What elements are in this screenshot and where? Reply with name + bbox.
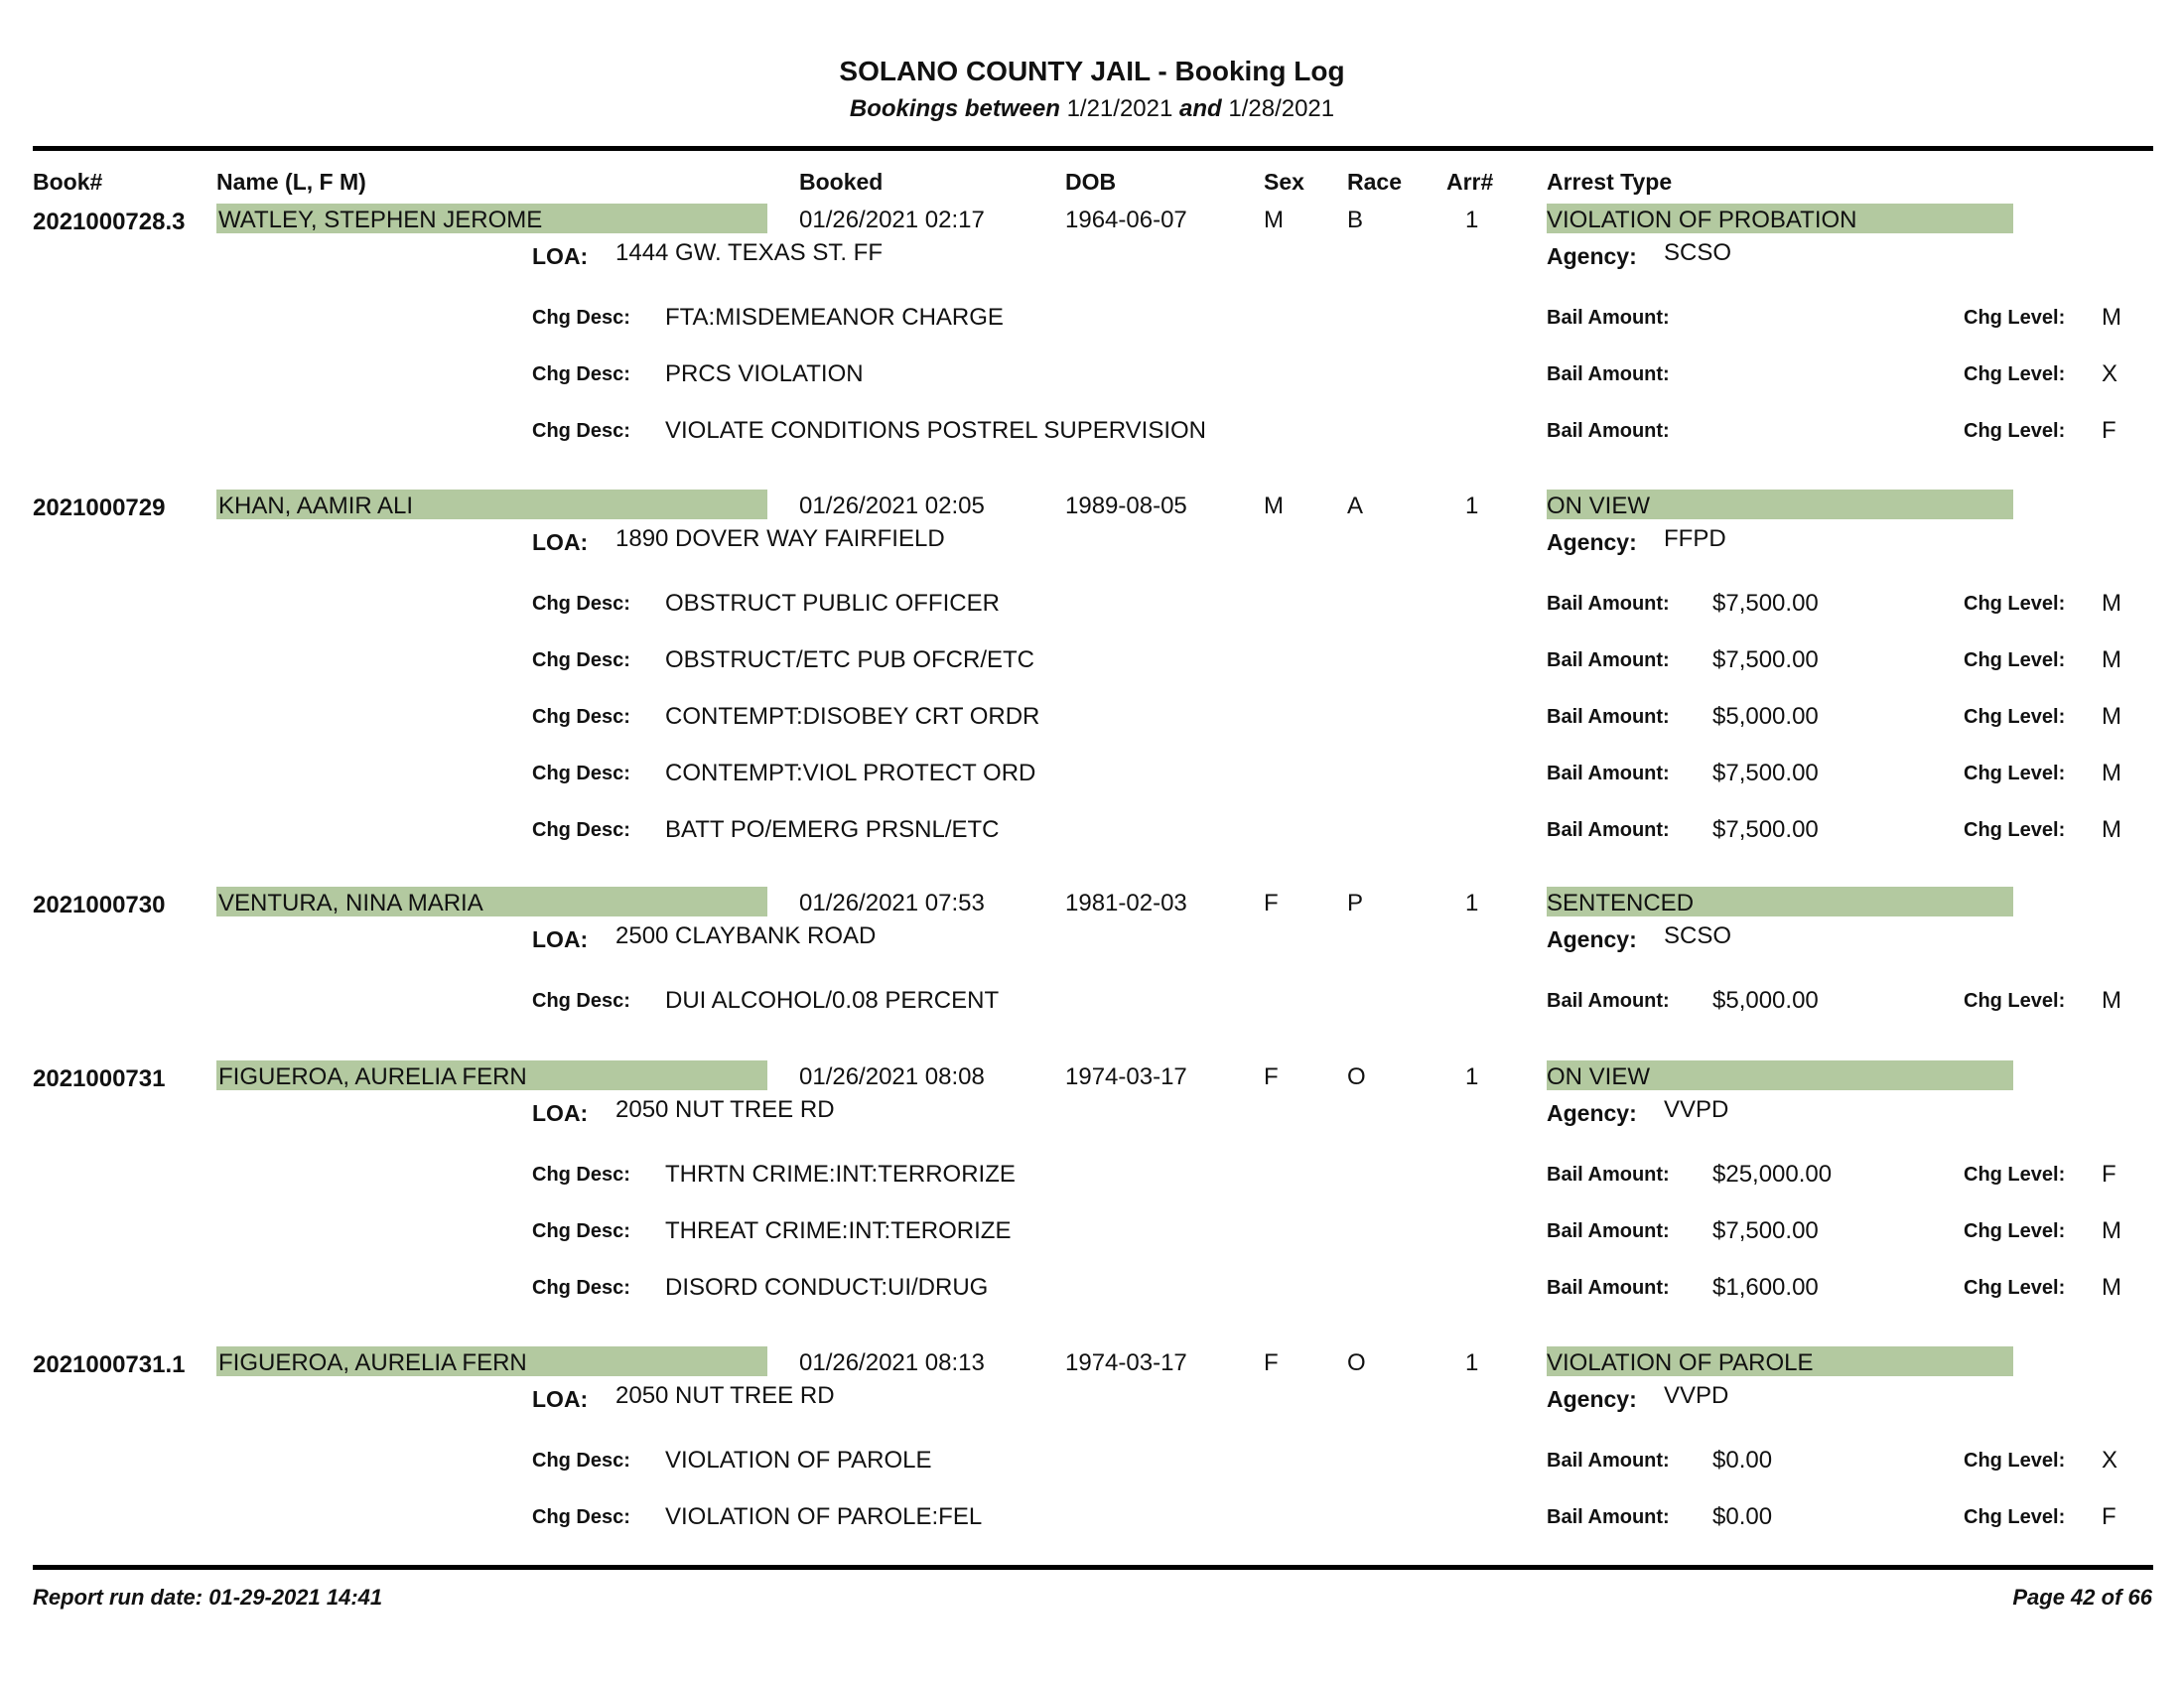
bail-amount: $1,600.00 bbox=[1712, 1274, 1819, 1301]
col-race: Race bbox=[1347, 169, 1402, 195]
report-run-date: Report run date: 01-29-2021 14:41 bbox=[33, 1585, 383, 1610]
arrest-count: 1 bbox=[1465, 1349, 1479, 1376]
chg-desc-label: Chg Desc: bbox=[532, 1220, 630, 1242]
arrest-count: 1 bbox=[1465, 1063, 1479, 1090]
chg-level-label: Chg Level: bbox=[1964, 763, 2066, 784]
bail-amount-label: Bail Amount: bbox=[1547, 706, 1670, 728]
charge-description: VIOLATION OF PAROLE:FEL bbox=[665, 1503, 983, 1530]
charge-level: M bbox=[2102, 590, 2121, 617]
col-booked: Booked bbox=[799, 169, 884, 195]
chg-desc-label: Chg Desc: bbox=[532, 420, 630, 442]
charge-description: CONTEMPT:VIOL PROTECT ORD bbox=[665, 760, 1036, 786]
bail-amount: $25,000.00 bbox=[1712, 1161, 1833, 1188]
dob: 1974-03-17 bbox=[1065, 1349, 1187, 1376]
bail-amount: $7,500.00 bbox=[1712, 816, 1819, 843]
inmate-name: VENTURA, NINA MARIA bbox=[216, 887, 767, 916]
agency-value: VVPD bbox=[1664, 1096, 1729, 1123]
col-dob: DOB bbox=[1065, 169, 1117, 195]
bail-amount-label: Bail Amount: bbox=[1547, 1220, 1670, 1242]
bail-amount-label: Bail Amount: bbox=[1547, 363, 1670, 385]
book-number: 2021000731 bbox=[33, 1065, 166, 1092]
loa-label: LOA: bbox=[532, 1386, 589, 1412]
agency-label: Agency: bbox=[1547, 926, 1637, 952]
charge-description: THRTN CRIME:INT:TERRORIZE bbox=[665, 1161, 1016, 1188]
dob: 1974-03-17 bbox=[1065, 1063, 1187, 1090]
loa-label: LOA: bbox=[532, 243, 589, 269]
chg-level-label: Chg Level: bbox=[1964, 706, 2066, 728]
charge-description: FTA:MISDEMEANOR CHARGE bbox=[665, 304, 1004, 331]
charge-level: M bbox=[2102, 760, 2121, 786]
bail-amount-label: Bail Amount: bbox=[1547, 593, 1670, 615]
book-number: 2021000728.3 bbox=[33, 209, 186, 235]
booked-datetime: 01/26/2021 02:05 bbox=[799, 492, 985, 519]
bail-amount-label: Bail Amount: bbox=[1547, 307, 1670, 329]
arrest-type: VIOLATION OF PAROLE bbox=[1547, 1346, 2013, 1376]
charge-description: PRCS VIOLATION bbox=[665, 360, 864, 387]
sex: F bbox=[1264, 1349, 1279, 1376]
booked-datetime: 01/26/2021 02:17 bbox=[799, 207, 985, 233]
sex: F bbox=[1264, 890, 1279, 916]
charge-description: THREAT CRIME:INT:TERORIZE bbox=[665, 1217, 1012, 1244]
race: O bbox=[1347, 1349, 1366, 1376]
book-number: 2021000731.1 bbox=[33, 1351, 186, 1378]
charge-description: VIOLATION OF PAROLE bbox=[665, 1447, 932, 1474]
sex: F bbox=[1264, 1063, 1279, 1090]
agency-label: Agency: bbox=[1547, 529, 1637, 555]
agency-value: VVPD bbox=[1664, 1382, 1729, 1409]
arrest-type: SENTENCED bbox=[1547, 887, 2013, 916]
race: O bbox=[1347, 1063, 1366, 1090]
agency-value: SCSO bbox=[1664, 239, 1732, 266]
charge-level: X bbox=[2102, 360, 2118, 387]
col-arr: Arr# bbox=[1446, 169, 1494, 195]
race: P bbox=[1347, 890, 1364, 916]
inmate-name: FIGUEROA, AURELIA FERN bbox=[216, 1346, 767, 1376]
bail-amount: $7,500.00 bbox=[1712, 760, 1819, 786]
agency-label: Agency: bbox=[1547, 1100, 1637, 1126]
col-sex: Sex bbox=[1264, 169, 1304, 195]
bail-amount: $7,500.00 bbox=[1712, 1217, 1819, 1244]
bail-amount-label: Bail Amount: bbox=[1547, 1277, 1670, 1299]
chg-desc-label: Chg Desc: bbox=[532, 307, 630, 329]
loa-label: LOA: bbox=[532, 926, 589, 952]
loa-value: 1444 GW. TEXAS ST. FF bbox=[615, 239, 883, 266]
bail-amount-label: Bail Amount: bbox=[1547, 1164, 1670, 1186]
charge-level: M bbox=[2102, 1274, 2121, 1301]
arrest-type: VIOLATION OF PROBATION bbox=[1547, 204, 2013, 233]
report-title: SOLANO COUNTY JAIL - Booking Log bbox=[839, 56, 1345, 86]
chg-level-label: Chg Level: bbox=[1964, 307, 2066, 329]
bail-amount: $5,000.00 bbox=[1712, 703, 1819, 730]
charge-level: M bbox=[2102, 646, 2121, 673]
chg-desc-label: Chg Desc: bbox=[532, 706, 630, 728]
charge-level: M bbox=[2102, 987, 2121, 1014]
charge-level: M bbox=[2102, 703, 2121, 730]
bail-amount-label: Bail Amount: bbox=[1547, 1450, 1670, 1472]
col-book: Book# bbox=[33, 169, 103, 195]
charge-level: X bbox=[2102, 1447, 2118, 1474]
chg-level-label: Chg Level: bbox=[1964, 1450, 2066, 1472]
dob: 1989-08-05 bbox=[1065, 492, 1187, 519]
col-arrest-type: Arrest Type bbox=[1547, 169, 1673, 195]
bail-amount-label: Bail Amount: bbox=[1547, 420, 1670, 442]
chg-level-label: Chg Level: bbox=[1964, 649, 2066, 671]
agency-value: SCSO bbox=[1664, 922, 1732, 949]
bail-amount: $7,500.00 bbox=[1712, 590, 1819, 617]
booked-datetime: 01/26/2021 08:08 bbox=[799, 1063, 985, 1090]
bail-amount-label: Bail Amount: bbox=[1547, 819, 1670, 841]
loa-value: 2050 NUT TREE RD bbox=[615, 1096, 835, 1123]
book-number: 2021000730 bbox=[33, 892, 166, 918]
inmate-name: FIGUEROA, AURELIA FERN bbox=[216, 1060, 767, 1090]
bail-amount-label: Bail Amount: bbox=[1547, 1506, 1670, 1528]
chg-level-label: Chg Level: bbox=[1964, 819, 2066, 841]
charge-level: M bbox=[2102, 1217, 2121, 1244]
subtitle-prefix: Bookings between bbox=[849, 95, 1060, 122]
chg-desc-label: Chg Desc: bbox=[532, 763, 630, 784]
report-subtitle bbox=[0, 95, 2184, 123]
charge-level: F bbox=[2102, 1161, 2116, 1188]
chg-level-label: Chg Level: bbox=[1964, 363, 2066, 385]
chg-desc-label: Chg Desc: bbox=[532, 363, 630, 385]
charge-description: OBSTRUCT/ETC PUB OFCR/ETC bbox=[665, 646, 1035, 673]
bail-amount-label: Bail Amount: bbox=[1547, 649, 1670, 671]
charge-level: M bbox=[2102, 816, 2121, 843]
charge-level: M bbox=[2102, 304, 2121, 331]
date-to: 1/28/2021 bbox=[1228, 95, 1335, 122]
charge-level: F bbox=[2102, 1503, 2116, 1530]
inmate-name: WATLEY, STEPHEN JEROME bbox=[216, 204, 767, 233]
subtitle-and: and bbox=[1179, 95, 1222, 122]
charge-level: F bbox=[2102, 417, 2116, 444]
chg-desc-label: Chg Desc: bbox=[532, 1277, 630, 1299]
bail-amount: $0.00 bbox=[1712, 1447, 1773, 1474]
arrest-type: ON VIEW bbox=[1547, 1060, 2013, 1090]
bail-amount: $5,000.00 bbox=[1712, 987, 1819, 1014]
chg-level-label: Chg Level: bbox=[1964, 990, 2066, 1012]
chg-desc-label: Chg Desc: bbox=[532, 819, 630, 841]
bail-amount: $0.00 bbox=[1712, 1503, 1773, 1530]
charge-description: CONTEMPT:DISOBEY CRT ORDR bbox=[665, 703, 1040, 730]
top-rule bbox=[33, 146, 2153, 151]
chg-level-label: Chg Level: bbox=[1964, 1220, 2066, 1242]
chg-level-label: Chg Level: bbox=[1964, 1277, 2066, 1299]
arrest-count: 1 bbox=[1465, 207, 1479, 233]
date-from: 1/21/2021 bbox=[1066, 95, 1173, 122]
chg-desc-label: Chg Desc: bbox=[532, 1506, 630, 1528]
page-number: Page 42 of 66 bbox=[2012, 1585, 2152, 1610]
chg-level-label: Chg Level: bbox=[1964, 1506, 2066, 1528]
sex: M bbox=[1264, 492, 1284, 519]
agency-value: FFPD bbox=[1664, 525, 1726, 552]
booked-datetime: 01/26/2021 08:13 bbox=[799, 1349, 985, 1376]
arrest-count: 1 bbox=[1465, 890, 1479, 916]
chg-level-label: Chg Level: bbox=[1964, 593, 2066, 615]
loa-label: LOA: bbox=[532, 1100, 589, 1126]
charge-description: BATT PO/EMERG PRSNL/ETC bbox=[665, 816, 1000, 843]
arrest-count: 1 bbox=[1465, 492, 1479, 519]
sex: M bbox=[1264, 207, 1284, 233]
race: A bbox=[1347, 492, 1364, 519]
race: B bbox=[1347, 207, 1364, 233]
loa-label: LOA: bbox=[532, 529, 589, 555]
bottom-rule bbox=[33, 1565, 2153, 1570]
charge-description: VIOLATE CONDITIONS POSTREL SUPERVISION bbox=[665, 417, 1207, 444]
agency-label: Agency: bbox=[1547, 243, 1637, 269]
chg-desc-label: Chg Desc: bbox=[532, 1164, 630, 1186]
bail-amount-label: Bail Amount: bbox=[1547, 763, 1670, 784]
charge-description: OBSTRUCT PUBLIC OFFICER bbox=[665, 590, 1000, 617]
loa-value: 2050 NUT TREE RD bbox=[615, 1382, 835, 1409]
chg-level-label: Chg Level: bbox=[1964, 420, 2066, 442]
bail-amount-label: Bail Amount: bbox=[1547, 990, 1670, 1012]
chg-desc-label: Chg Desc: bbox=[532, 649, 630, 671]
dob: 1964-06-07 bbox=[1065, 207, 1187, 233]
inmate-name: KHAN, AAMIR ALI bbox=[216, 490, 767, 519]
arrest-type: ON VIEW bbox=[1547, 490, 2013, 519]
chg-desc-label: Chg Desc: bbox=[532, 593, 630, 615]
booked-datetime: 01/26/2021 07:53 bbox=[799, 890, 985, 916]
charge-description: DUI ALCOHOL/0.08 PERCENT bbox=[665, 987, 1000, 1014]
chg-desc-label: Chg Desc: bbox=[532, 1450, 630, 1472]
chg-desc-label: Chg Desc: bbox=[532, 990, 630, 1012]
loa-value: 2500 CLAYBANK ROAD bbox=[615, 922, 877, 949]
charge-description: DISORD CONDUCT:UI/DRUG bbox=[665, 1274, 989, 1301]
book-number: 2021000729 bbox=[33, 494, 166, 521]
col-name: Name (L, F M) bbox=[216, 169, 366, 195]
loa-value: 1890 DOVER WAY FAIRFIELD bbox=[615, 525, 945, 552]
chg-level-label: Chg Level: bbox=[1964, 1164, 2066, 1186]
dob: 1981-02-03 bbox=[1065, 890, 1187, 916]
bail-amount: $7,500.00 bbox=[1712, 646, 1819, 673]
agency-label: Agency: bbox=[1547, 1386, 1637, 1412]
